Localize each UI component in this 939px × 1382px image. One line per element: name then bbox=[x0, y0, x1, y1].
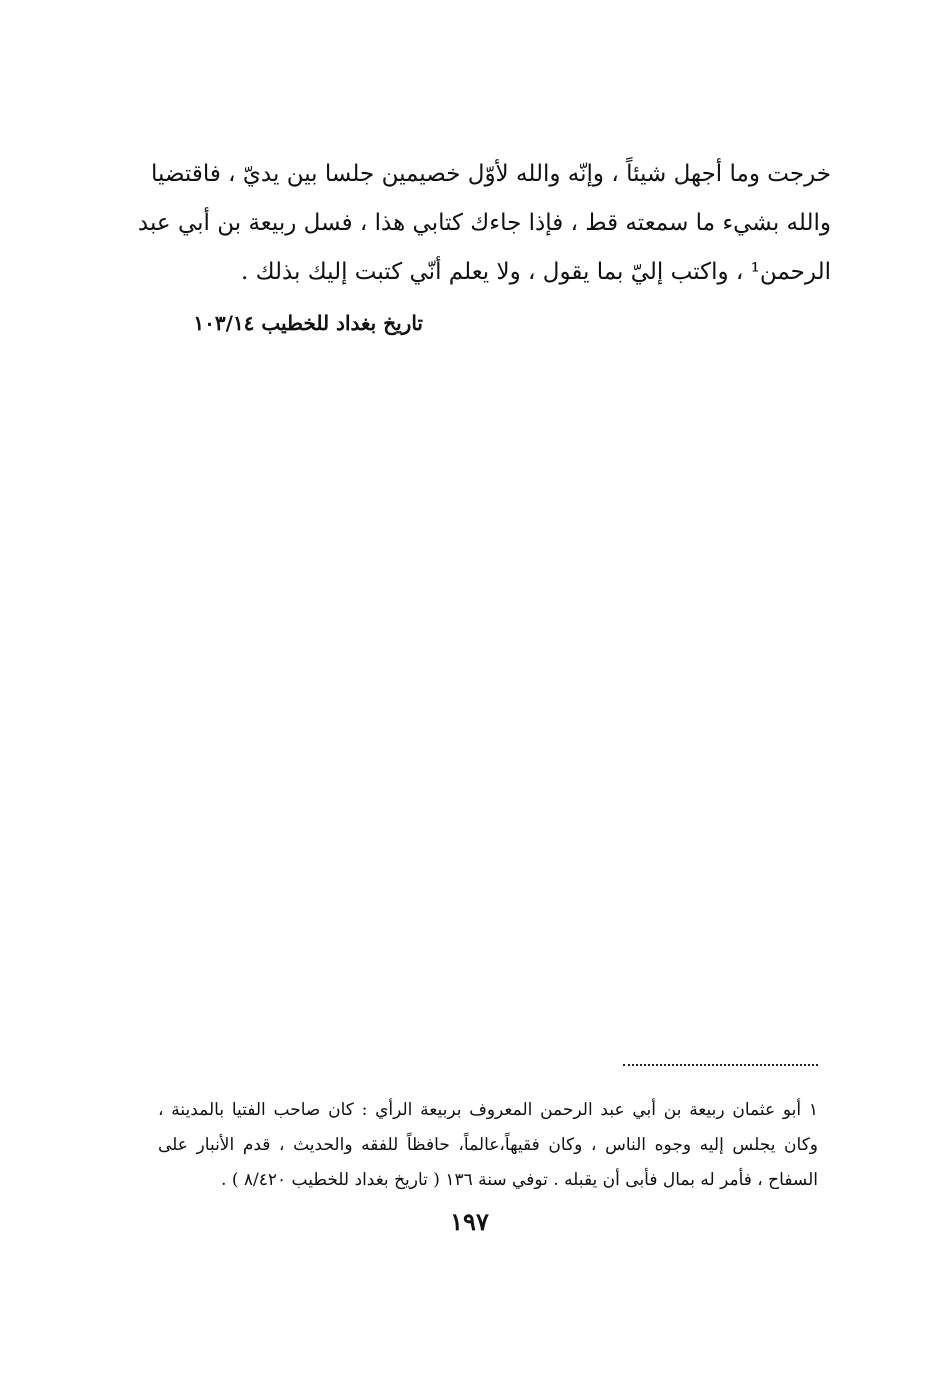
footnote-line-3: السفاح ، فأمر له بمال فأبى أن يقبله . توفي سنة ١٣٦ ( تاريخ بغداد للخطيب ٨/٤٢٠ ) . bbox=[221, 1170, 818, 1190]
page-number: ١٩٧ bbox=[450, 1207, 489, 1236]
footnote-line-1: ١ أبو عثمان ربيعة بن أبي عبد الرحمن المعروف بربيعة الرأي : كان صاحب الفتيا بالمدينة ، bbox=[158, 1100, 818, 1120]
footnote-line-2: وكان يجلس إليه وجوه الناس ، وكان فقيهاً،عالماً، حافظاً للفقه والحديث ، قدم الأنبار على bbox=[158, 1135, 818, 1155]
footnote-divider bbox=[623, 1064, 818, 1066]
main-text-line-1: خرجت وما أجهل شيئاً ، وإنّه والله لأوّل خصيمين جلسا بين يديّ ، فاقتضيا bbox=[151, 161, 831, 187]
source-citation: تاريخ بغداد للخطيب ١٠٣/١٤ bbox=[193, 311, 423, 335]
main-text-line-2: والله بشيء ما سمعته قط ، فإذا جاءك كتابي هذا ، فسل ربيعة بن أبي عبد bbox=[137, 210, 831, 236]
footnotes-block bbox=[158, 1093, 818, 1198]
main-text-line-3: الرحمن¹ ، واكتب إليّ بما يقول ، ولا يعلم أنّي كتبت إليك بذلك . bbox=[240, 259, 831, 285]
main-text-block bbox=[137, 150, 831, 297]
